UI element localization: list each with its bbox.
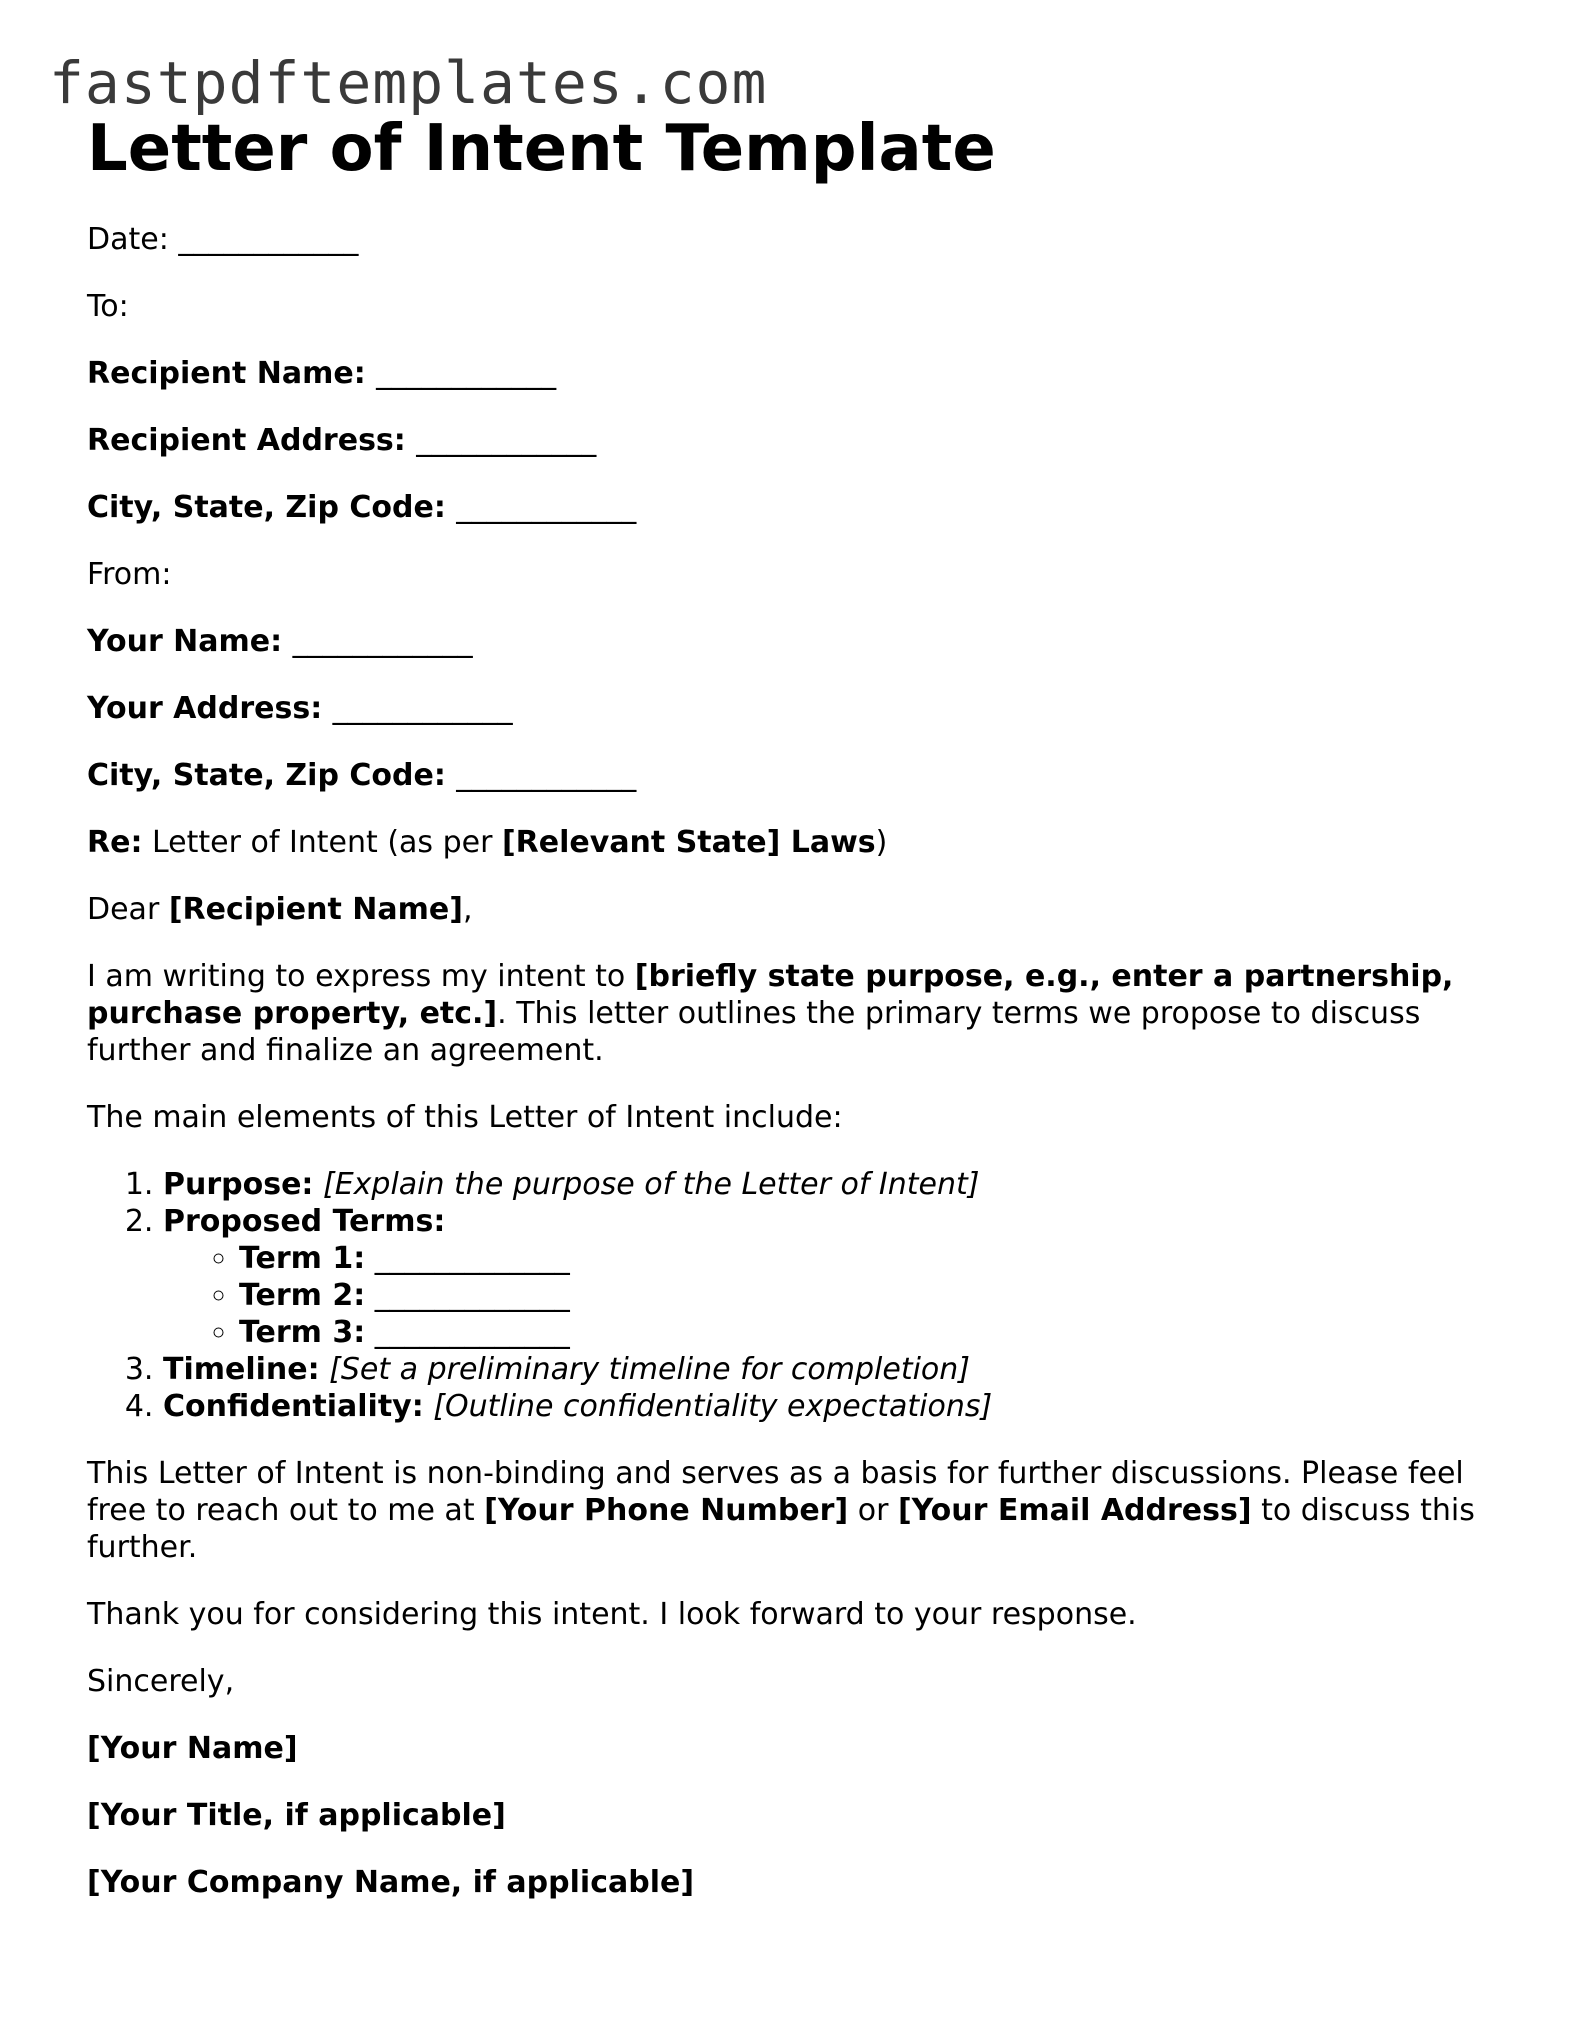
your-name-blank: ____________ xyxy=(292,624,473,659)
re-line xyxy=(87,824,1487,861)
closing-paragraph xyxy=(87,1455,1487,1566)
term-item xyxy=(239,1277,1487,1314)
elements-list xyxy=(87,1166,1487,1425)
elements-intro: The main elements of this Letter of Intent include: xyxy=(87,1100,843,1135)
closing-text-middle: or xyxy=(848,1493,898,1528)
phone-placeholder: [Your Phone Number] xyxy=(484,1493,849,1528)
recipient-name-label: Recipient Name: xyxy=(87,356,366,391)
signature-company: [Your Company Name, if applicable] xyxy=(87,1865,695,1900)
closing-text-after: to discuss this further. xyxy=(87,1493,1475,1565)
recipient-name-line xyxy=(87,355,1487,392)
confidentiality-text: [Outline confidentiality expectations] xyxy=(433,1389,993,1424)
thanks-paragraph: Thank you for considering this intent. I look forward to your response. xyxy=(87,1597,1137,1632)
terms-label: Proposed Terms: xyxy=(163,1204,446,1239)
intro-text-after: . This letter outlines the primary terms we propose to discuss further and finalize an agreement. xyxy=(87,996,1421,1068)
term-blank: _____________ xyxy=(374,1278,570,1313)
from-label: From: xyxy=(87,557,172,592)
salutation-text: Dear xyxy=(87,892,169,927)
signature-name: [Your Name] xyxy=(87,1731,298,1766)
list-item-purpose xyxy=(163,1166,1487,1203)
your-city-label: City, State, Zip Code: xyxy=(87,758,446,793)
salutation-placeholder: [Recipient Name] xyxy=(168,892,463,927)
recipient-name-blank: ____________ xyxy=(376,356,557,391)
your-address-label: Your Address: xyxy=(87,691,323,726)
term-label: Term 2: xyxy=(239,1278,366,1313)
your-city-blank: ____________ xyxy=(456,758,637,793)
term-item xyxy=(239,1314,1487,1351)
your-address-blank: ____________ xyxy=(332,691,513,726)
list-item-timeline xyxy=(163,1351,1487,1388)
term-label: Term 3: xyxy=(239,1315,366,1350)
letter-body xyxy=(87,221,1487,1931)
purpose-label: Purpose: xyxy=(163,1167,314,1202)
date-label: Date: xyxy=(87,222,169,257)
document-title: Letter of Intent Template xyxy=(87,112,996,186)
re-placeholder: [Relevant State] Laws xyxy=(501,825,876,860)
intro-paragraph xyxy=(87,958,1487,1069)
terms-list xyxy=(163,1240,1487,1351)
email-placeholder: [Your Email Address] xyxy=(897,1493,1252,1528)
recipient-address-line xyxy=(87,422,1487,459)
intro-placeholder: [briefly state purpose, e.g., enter a partnership, purchase property, etc.] xyxy=(87,959,1454,1031)
purpose-text: [Explain the purpose of the Letter of Intent] xyxy=(322,1167,980,1202)
recipient-city-line xyxy=(87,489,1487,526)
date-line xyxy=(87,221,1487,258)
re-text: Letter of Intent (as per xyxy=(142,825,502,860)
sign-off: Sincerely, xyxy=(87,1664,235,1699)
watermark-text: fastpdftemplates.com xyxy=(49,49,768,117)
term-item xyxy=(239,1240,1487,1277)
term-blank: _____________ xyxy=(374,1315,570,1350)
recipient-city-blank: ____________ xyxy=(456,490,637,525)
re-text-after: ) xyxy=(875,825,888,860)
your-name-label: Your Name: xyxy=(87,624,283,659)
salutation-punct: , xyxy=(462,892,473,927)
re-label: Re: xyxy=(87,825,143,860)
your-city-line xyxy=(87,757,1487,794)
recipient-city-label: City, State, Zip Code: xyxy=(87,490,446,525)
salutation xyxy=(87,891,1487,928)
timeline-label: Timeline: xyxy=(163,1352,320,1387)
list-item-confidentiality xyxy=(163,1388,1487,1425)
term-blank: _____________ xyxy=(374,1241,570,1276)
to-label: To: xyxy=(87,289,129,324)
list-item-proposed-terms xyxy=(163,1203,1487,1351)
closing-text: This Letter of Intent is non-binding and serves as a basis for further discussions. Please feel free to reach out to me at xyxy=(87,1456,1464,1528)
confidentiality-label: Confidentiality: xyxy=(163,1389,424,1424)
recipient-address-blank: ____________ xyxy=(416,423,597,458)
your-name-line xyxy=(87,623,1487,660)
term-label: Term 1: xyxy=(239,1241,366,1276)
timeline-text: [Set a preliminary timeline for completion] xyxy=(329,1352,970,1387)
date-blank: ____________ xyxy=(178,222,359,257)
your-address-line xyxy=(87,690,1487,727)
intro-text: I am writing to express my intent to xyxy=(87,959,635,994)
recipient-address-label: Recipient Address: xyxy=(87,423,406,458)
signature-title: [Your Title, if applicable] xyxy=(87,1798,506,1833)
